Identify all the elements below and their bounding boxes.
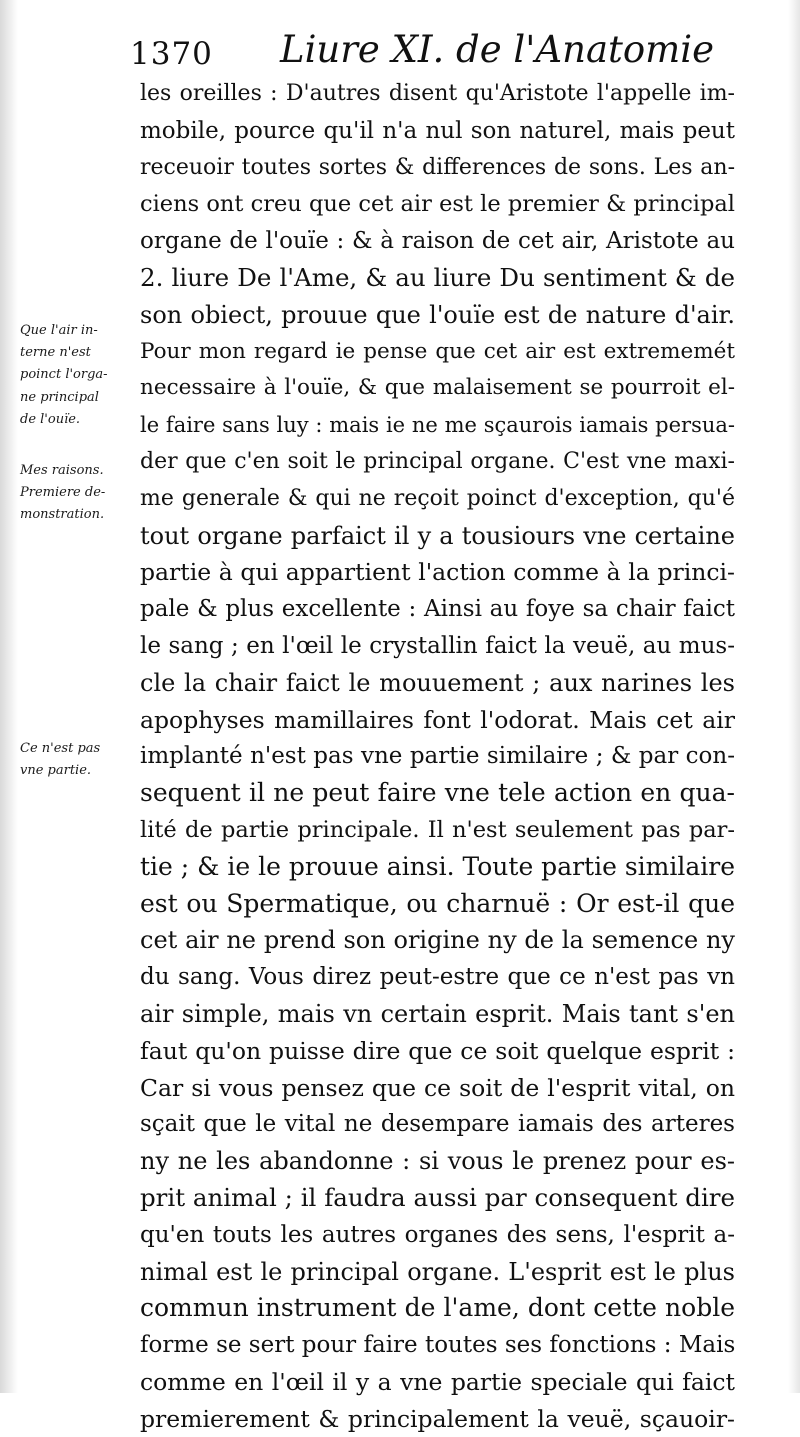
text-line: organe de l'ouïe : & à raison de cet air, Aristote au	[140, 228, 735, 255]
text-line: premierement & principalement la veuë, sçauoir-	[140, 1404, 735, 1433]
text-line: est ou Spermatique, ou charnuë : Or est-il que	[140, 888, 735, 918]
text-line: qu'en touts les autres organes des sens, l'esprit a-	[140, 1221, 735, 1248]
text-line: der que c'en soit le principal organe. C'est vne maxi-	[140, 448, 735, 474]
text-line: cet air ne prend son origine ny de la semence ny	[140, 926, 735, 955]
text-line: les oreilles : D'autres disent qu'Aristote l'appelle im-	[140, 81, 735, 106]
margin-note-line: vne partie.	[20, 763, 92, 779]
margin-note-line: terne n'est	[20, 345, 91, 361]
text-line: faut qu'on puisse dire que ce soit quelque esprit :	[140, 1036, 735, 1065]
text-line: le faire sans luy : mais ie ne me sçaurois iamais persua-	[140, 413, 735, 438]
margin-note-line: Que l'air in-	[20, 323, 98, 338]
margin-note-air-interne	[20, 320, 132, 431]
text-line: cle la chair faict le mouuement ; aux narines les	[140, 668, 735, 697]
margin-note-line: de l'ouïe.	[20, 411, 81, 427]
text-line: Pour mon regard ie pense que cet air est extrememét	[140, 338, 735, 364]
text-line: tout organe parfaict il y a tousiours vne certaine	[140, 521, 735, 550]
text-line: forme se sert pour faire toutes ses fonctions : Mais	[140, 1332, 736, 1359]
margin-note-line: Mes raisons.	[20, 463, 104, 478]
text-line: me generale & qui ne reçoit poinct d'exception, qu'é	[140, 485, 735, 511]
running-head	[130, 28, 750, 78]
running-title: Liure XI. de l'Anatomie	[280, 28, 714, 71]
text-line: receuoir toutes sortes & differences de sons. Les an-	[140, 154, 735, 180]
text-line: le sang ; en l'œil le crystallin faict la veuë, au mus-	[140, 632, 735, 659]
margin-note-line: Ce n'est pas	[20, 741, 101, 756]
text-line: commun instrument de l'ame, dont cette noble	[140, 1293, 735, 1323]
text-line: ny ne les abandonne : si vous le prenez pour es-	[140, 1147, 735, 1176]
text-line: mobile, pource qu'il n'a nul son naturel, mais peut	[140, 117, 735, 144]
margin-note-pas-partie	[20, 738, 132, 782]
margin-note-line: monstration.	[20, 507, 105, 523]
margin-note-line: Premiere de-	[20, 485, 106, 501]
text-line: lité de partie principale. Il n'est seulement pas par-	[140, 816, 735, 843]
margin-note-line: ne principal	[20, 389, 99, 405]
text-line: du sang. Vous direz peut-estre que ce n'est pas vn	[140, 964, 735, 991]
text-line: prit animal ; il faudra aussi par consequent dire	[140, 1182, 735, 1212]
text-line: partie à qui appartient l'action comme à la princi-	[140, 558, 735, 587]
margin-note-line: poinct l'orga-	[20, 367, 108, 383]
text-line: air simple, mais vn certain esprit. Mais tant s'en	[140, 999, 735, 1028]
text-line: comme en l'œil il y a vne partie speciale qui faict	[140, 1367, 735, 1396]
text-line: 2. liure De l'Ame, & au liure Du sentiment & de	[140, 262, 735, 292]
text-line: sequent il ne peut faire vne tele action en qua-	[140, 778, 735, 808]
text-line: sçait que le vital ne desempare iamais des arteres	[140, 1111, 735, 1138]
text-line: apophyses mamillaires font l'odorat. Mais cet air	[140, 705, 735, 734]
text-line: pale & plus excellente : Ainsi au foye sa chair faict	[140, 596, 735, 623]
body-text	[140, 76, 735, 1437]
text-line: son obiect, prouue que l'ouïe est de nature d'air.	[140, 300, 735, 329]
page-number: 1370	[130, 36, 213, 72]
text-line: Car si vous pensez que ce soit de l'esprit vital, on	[140, 1073, 735, 1102]
text-line: ciens ont creu que cet air est le premier & principal	[140, 191, 735, 218]
text-line: nimal est le principal organe. L'esprit est le plus	[140, 1257, 735, 1286]
margin-note-raisons	[20, 460, 132, 527]
text-line: necessaire à l'ouïe, & que malaisement se pourroit el-	[140, 375, 735, 401]
text-line: implanté n'est pas vne partie similaire ; & par con-	[140, 743, 735, 770]
text-line: tie ; & ie le prouue ainsi. Toute partie similaire	[140, 851, 735, 881]
